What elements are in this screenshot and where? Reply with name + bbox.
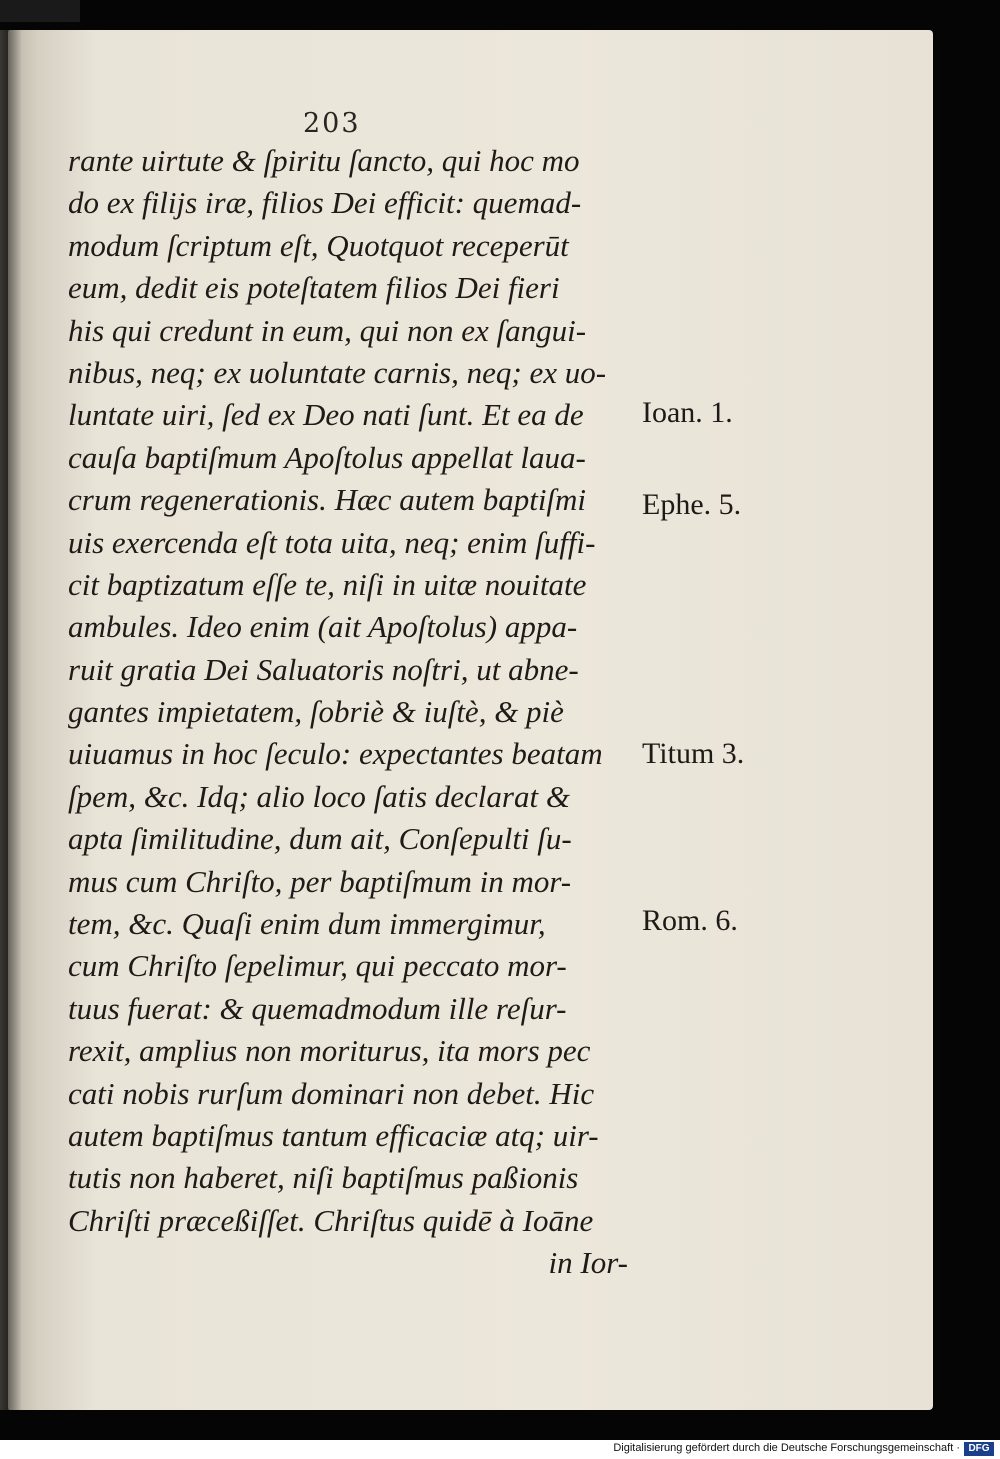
gutter-shadow	[0, 30, 22, 1410]
text-line: modum ſcriptum eſt, Quotquot receperūt	[68, 227, 569, 263]
text-line: luntate uiri, ſed ex Deo nati ſunt. Et ea de	[68, 397, 584, 433]
text-line: apta ſimilitudine, dum ait, Conſepulti ſu-	[68, 821, 572, 857]
text-line: mus cum Chriſto, per baptiſmum in mor-	[68, 863, 572, 899]
text-line: gantes impietatem, ſobriè & iuſtè, & piè	[68, 694, 564, 730]
text-line: ruit gratia Dei Saluatoris noſtri, ut abne-	[68, 651, 579, 687]
text-line: ambules. Ideo enim (ait Apoſtolus) appa-	[68, 609, 578, 645]
text-line: tem, &c. Quaſi enim dum immergimur,	[68, 906, 546, 942]
text-line: crum regenerationis. Hæc autem baptiſmi	[68, 482, 587, 518]
text-line: uiuamus in hoc ſeculo: expectantes beatam	[68, 736, 603, 772]
text-line: eum, dedit eis poteſtatem filios Dei fieri	[68, 270, 560, 306]
text-line: ſpem, &c. Idq; alio loco ſatis declarat &	[68, 778, 570, 814]
text-line: tutis non haberet, niſi baptiſmus paßionis	[68, 1160, 579, 1196]
margin-note-ioan: Ioan. 1.	[642, 396, 733, 429]
text-line: uis exercenda eſt tota uita, neq; enim ſuffi-	[68, 524, 596, 560]
margin-note-rom: Rom. 6.	[642, 904, 738, 937]
text-line: cit baptizatum eſſe te, niſi in uitæ nouitate	[68, 566, 587, 602]
text-line: nibus, neq; ex uoluntate carnis, neq; ex uo-	[68, 354, 607, 390]
text-line: cum Chriſto ſepelimur, qui peccato mor-	[68, 948, 567, 984]
text-line: cati nobis rurſum dominari non debet. Hic	[68, 1075, 595, 1111]
text-line: autem baptiſmus tantum efficaciæ atq; uir-	[68, 1117, 599, 1153]
dfg-logo: DFG	[964, 1442, 994, 1456]
body-text	[68, 140, 628, 1285]
footer-credit: Digitalisierung gefördert durch die Deutsche Forschungsgemeinschaft ·	[613, 1442, 960, 1454]
text-line: Chriſti præceßiſſet. Chriſtus quidē à Ioāne	[68, 1202, 594, 1238]
text-line: tuus fuerat: & quemadmodum ille reſur-	[68, 990, 567, 1026]
catchword: in Ior-	[548, 1245, 628, 1281]
text-line: cauſa baptiſmum Apoſtolus appellat laua-	[68, 439, 586, 475]
text-line: rexit, amplius non moriturus, ita mors pec	[68, 1033, 591, 1069]
margin-note-ephe: Ephe. 5.	[642, 488, 742, 521]
page-number: 203	[303, 108, 361, 139]
margin-note-titum: Titum 3.	[642, 737, 745, 770]
text-line: his qui credunt in eum, qui non ex ſangui-	[68, 312, 587, 348]
scan-edge	[0, 0, 80, 22]
text-line: rante uirtute & ſpiritu ſancto, qui hoc mo	[68, 143, 580, 178]
text-line: do ex filijs iræ, filios Dei efficit: quemad-	[68, 185, 582, 221]
